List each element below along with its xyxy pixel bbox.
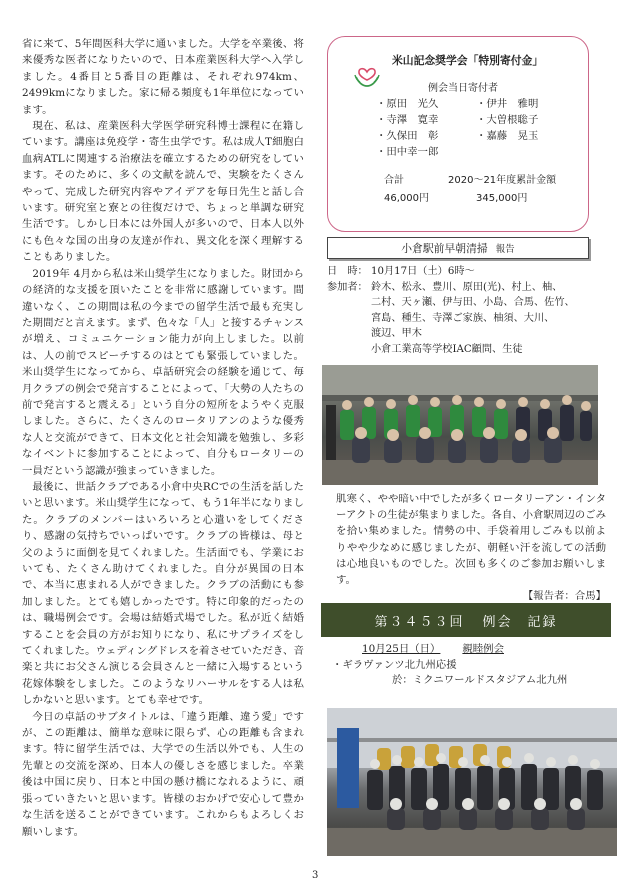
donation-subtitle: 例会当日寄付者 <box>428 83 498 94</box>
meeting-venue: 於：ミクニワールドスタジアム北九州 <box>392 674 568 686</box>
donor-name: ・伊井 雅明 <box>476 98 539 110</box>
participants-line: 鈴木、松永、豊川、原田(光)、村上、柚、 <box>371 281 563 293</box>
essay-column <box>22 36 304 840</box>
essay-paragraph: 最後に、世話クラブである小倉中央RCでの生活を話したいと思います。米山奨学生になって、もう1年半になりました。クラブのメンバーはいろいろと心遣いをしてくださり、感謝の気持ちでいっぱいです。クラブの皆様は、母と父のように面倒を見てくれました。生活面でも、学業においても、たくさん助けてくれました。自分が異国の日本で、本当に恵まれる人ができました。クラブの活動にも参加しました。とても嬉しかったです。特に印象的だったのは、職場例会です。会場は結婚式場でした。私が近く結婚することを会員の方がお知りになり、私にサプライズをしてくれました。ウェディングドレスを着させていただき、音楽と共にお父さん演じる会員さんと一緒に入場するという花嫁体験をしました。このようなリハーサルをする人は私しかないと思います。とても幸せです。 <box>22 480 304 707</box>
cleanup-title-suffix: 報告 <box>495 244 515 255</box>
donor-name: ・寺澤 寛幸 <box>376 114 439 126</box>
cleanup-reporter: 【報告者：合馬】 <box>522 590 606 603</box>
date-label: 日 時： <box>327 266 368 277</box>
donation-title: 米山記念奨学会「特別寄付金」 <box>392 54 544 67</box>
heart-hands-icon <box>352 59 382 89</box>
participants-line: 宮島、種生、寺澤ご家族、柚須、大川、 <box>371 312 555 324</box>
meeting-group-photo <box>327 708 617 856</box>
meeting-body <box>332 642 612 689</box>
total-value: 46,000円 <box>384 193 429 204</box>
meeting-detail: ・ギラヴァンツ北九州応援 <box>332 658 457 671</box>
cleanup-info <box>327 264 602 358</box>
essay-paragraph: 今日の卓話のサブタイトルは、「違う距離、違う愛」ですが、この距離は、簡単な意味に限らず、心の距離も含まれます。特に留学生活では、大学での生活以外でも、人生の先輩との交流を深め、日本人の優しさを感じました。卒業後は中国に戻り、日本と中国の懸け橋になれるように、頑張っていきたいと思います。皆様のおかげで安心して豊かな生活を送ることができています。これからもよろしくお願いします。 <box>22 710 304 838</box>
meeting-event: 親睦例会 <box>462 643 504 655</box>
donor-name: ・大曽根聡子 <box>476 114 539 126</box>
cleanup-report-text: 肌寒く、やや暗い中でしたが多くロータリーアン・インターアクトの生徒が集まりました。各自、小倉駅周辺のごみを拾い集めました。情勢の中、手袋着用しごみも以前よりやや少なめに感じましたが、朝軽い汗を流しての活動は心地良いものでした。次回も多くのご参加お願いします。 <box>336 493 606 587</box>
cleanup-report-body <box>336 491 606 604</box>
donor-name: ・田中幸一郎 <box>376 146 439 158</box>
meeting-title: 第３４５３回 <box>374 614 465 630</box>
donor-name: ・久保田 彰 <box>376 130 439 142</box>
essay-paragraph: 省に来て、5年間医科大学に通いました。大学を卒業後、将来優秀な医者になりたいので、日本産業医科大学へ入学しました。4番目と5番目の距離は、それぞれ974km、2499kmになりました。家に帰る頻度も1年単位になっています。 <box>22 38 304 116</box>
meeting-date-line <box>332 642 612 658</box>
cleanup-title: 小倉駅前早朝清掃 <box>401 241 488 255</box>
donor-name: ・原田 光久 <box>376 98 439 110</box>
meeting-date: 10月25日（日） <box>362 643 441 655</box>
donor-name: ・嘉藤 晃玉 <box>476 130 539 142</box>
date-value: 10月17日（土）6時～ <box>371 266 475 277</box>
cumulative-label: 2020～21年度累計金額 <box>448 175 557 186</box>
cumulative-value: 345,000円 <box>476 193 528 204</box>
cleanup-group-photo <box>322 365 598 485</box>
donation-box <box>327 36 589 232</box>
stadium-photo-illustration <box>327 708 617 856</box>
cleanup-header <box>327 237 589 259</box>
essay-paragraph: 現在、私は、産業医科大学医学研究科博士課程に在籍しています。講座は免疫学・寄生虫学です。私は成人T細胞白血病ATLに関連する治療法を確立するための研究をしています。そのために、多くの文献を読んで、実験をたくさんやって、完成した研究内容やアイデアを毎日先生と話し合います。研究室と寮との往復だけで、ちょっと単調な研究生活です。しかし日本には外国人が多いので、日本人以外にも色々な国の出身の友達が作れ、異文化を深く理解することもありました。 <box>22 120 304 264</box>
participants-label: 参加者： <box>327 281 368 293</box>
essay-paragraph: 2019年 4月から私は米山奨学生になりました。財団からの経済的な支援を頂いたことを非常に感謝しています。間違いなく、この期間は私の今までの留学生活で最も充実した期間だと言えます。まず、色々な「人」と接するチャンスが増え、コミュニケーション能力が向上しました。以前は、人の前でスピーチするのはとても緊張していました。米山奨学生になってから、卓話研究会の経験を通じて、毎月クラブの例会で発言することによって、「大勢の人たちの前で発言すると震える」という自分の短所をようやく克服しました。さらに、たくさんのロータリアンのような優秀な人と交流ができて、日本文化と社会知識を勉強し、多彩なイベントに参加することによって、自分もロータリーの一員だという認識が強まっていきました。 <box>22 267 304 477</box>
group-photo-illustration <box>322 365 598 485</box>
participants-line: 渡辺、甲木 <box>371 328 422 340</box>
participants-line: 二村、天ヶ瀬、伊与田、小島、合馬、佐竹、 <box>371 297 575 309</box>
total-label: 合計 <box>384 175 404 186</box>
meeting-header <box>321 603 611 637</box>
page-number: 3 <box>312 870 319 881</box>
participants-line: 小倉工業高等学校IAC顧問、生徒 <box>371 343 523 355</box>
meeting-title-suffix: 例会 記録 <box>482 614 558 630</box>
